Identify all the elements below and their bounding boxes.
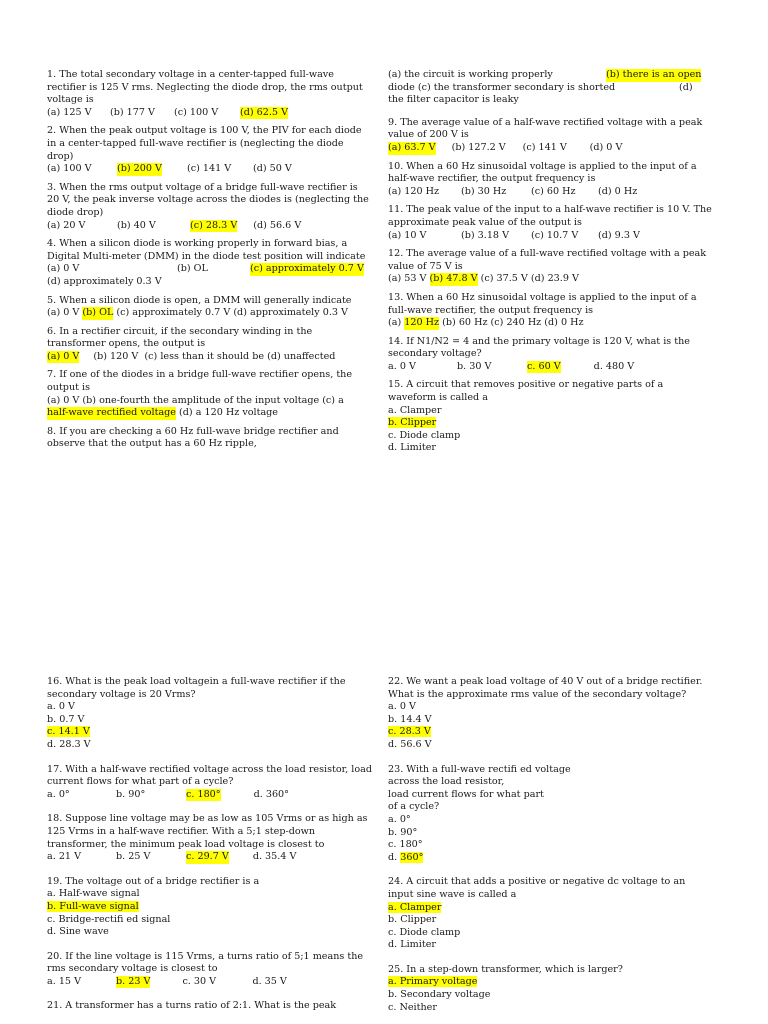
right-top-column — [388, 69, 713, 461]
question-stem: 1. The total secondary voltage in a center-tapped full-wave rectifier is 125 V rms. Neglecting the diode drop, the rms output voltage is — [47, 69, 363, 106]
question-2 — [47, 125, 372, 175]
options-row — [388, 317, 713, 330]
question-stem: 8. If you are checking a 60 Hz full-wave bridge rectifier and observe that the output has a 60 Hz ripple, — [47, 425, 339, 450]
question-stem: 12. The average value of a full-wave rectified voltage with a peak value of 75 V is — [388, 248, 707, 272]
question-stem: 6. In a rectifier circuit, if the secondary winding in the transformer opens, the output is — [47, 325, 313, 350]
option-d: (d) approximately 0.3 V — [47, 275, 162, 287]
question-11 — [388, 204, 713, 242]
option-d: (d) 9.3 V — [598, 229, 640, 241]
question-4 — [47, 238, 372, 288]
option-a: (a) 20 V — [47, 219, 86, 231]
option-c: diode (c) the transformer secondary is shorted — [388, 81, 616, 93]
left-bottom-column — [47, 676, 372, 1019]
option-a: (a) 125 V — [47, 106, 92, 118]
option-b-answer: b. 23 V — [116, 975, 151, 987]
option-c-answer: half-wave rectified voltage — [47, 407, 176, 419]
question-stem-line: of a cycle? — [388, 801, 440, 813]
question-14 — [388, 336, 713, 374]
option-b: b. 90° — [116, 788, 146, 800]
option-a: a. 15 V — [47, 975, 82, 987]
question-stem: 13. When a 60 Hz sinusoidal voltage is applied to the input of a full-wave rectifier, the output frequency is — [388, 291, 697, 316]
options-row — [47, 220, 372, 233]
option-d: (d) a 120 Hz voltage — [179, 407, 278, 419]
question-stem: 4. When a silicon diode is working properly in forward bias, a Digital Multi-meter (DMM) in the diode test position will indicate — [47, 238, 366, 262]
question-stem: 9. The average value of a half-wave rectified voltage with a peak value of 200 V is — [388, 116, 703, 141]
options-row — [47, 307, 372, 320]
question-20 — [47, 951, 372, 989]
question-stem: 17. With a half-wave rectified voltage across the load resistor, load current flows for what part of a cycle? — [47, 763, 372, 788]
question-15 — [388, 379, 713, 455]
option-d: (d) 0 V — [589, 141, 623, 153]
option-d: d. 35 V — [252, 975, 287, 987]
question-5 — [47, 295, 372, 320]
option-d: d. 480 V — [593, 360, 635, 372]
option-c: c. 180° — [388, 839, 423, 851]
question-stem: 18. Suppose line voltage may be as low as 105 Vrms or as high as 125 Vrms in a half-wave rectifier. With a 5;1 step-down transformer, the minimum peak load voltage is closest to — [47, 813, 368, 850]
options-b-c-d: (b) 60 Hz (c) 240 Hz (d) 0 Hz — [442, 317, 584, 329]
option-b: (b) 40 V — [117, 219, 156, 231]
option-d: d. 35.4 V — [252, 851, 297, 863]
option-c-answer: c. 29.7 V — [186, 851, 229, 863]
option-b-answer: (b) OL — [82, 307, 114, 319]
options-row — [388, 273, 713, 286]
option-b: b. 90° — [388, 826, 418, 838]
option-a-answer: (a) 0 V — [47, 350, 80, 362]
option-c: (c) 141 V — [186, 163, 232, 175]
question-16 — [47, 676, 372, 752]
option-b: b. Clipper — [388, 914, 437, 926]
options-a-b-c: (a) 0 V (b) one-fourth the amplitude of the input voltage (c) a — [47, 394, 344, 406]
option-b-answer: (b) 200 V — [117, 163, 162, 175]
right-bottom-column — [388, 676, 713, 1020]
option-b: b. Secondary voltage — [388, 989, 491, 1001]
question-19 — [47, 876, 372, 939]
option-c: c. Neither — [388, 1001, 437, 1013]
question-24 — [388, 876, 713, 952]
option-a: (a) 0 V — [47, 307, 80, 319]
options-row — [47, 351, 372, 364]
question-stem: 7. If one of the diodes in a bridge full-wave rectifier opens, the output is — [47, 369, 353, 394]
options-row — [388, 69, 713, 82]
option-d: d. 56.6 V — [388, 738, 432, 750]
option-c: c. 30 V — [182, 975, 217, 987]
option-c-answer: c. 180° — [186, 788, 221, 800]
option-a-answer: a. Primary voltage — [388, 976, 478, 988]
option-c: (c) 141 V — [522, 141, 567, 153]
option-c-answer: (c) 28.3 V — [190, 219, 238, 231]
question-stem: 16. What is the peak load voltagein a full-wave rectifier if the secondary voltage is 20 Vrms? — [47, 676, 346, 700]
option-b: (b) OL — [177, 263, 208, 275]
option-a-label: (a) — [388, 317, 402, 329]
option-c: c. Diode clamp — [388, 429, 461, 441]
option-a: (a) the circuit is working properly — [388, 69, 553, 80]
question-8 — [47, 426, 372, 451]
option-c: c. Bridge-rectifi ed signal — [47, 913, 171, 925]
question-23 — [388, 764, 713, 865]
options-row — [388, 186, 713, 199]
options-row — [47, 263, 372, 276]
option-a: a. 0° — [47, 788, 70, 800]
question-stem: 20. If the line voltage is 115 Vrms, a turns ratio of 5;1 means the rms secondary voltage is closest to — [47, 950, 364, 975]
option-d: d. Limiter — [388, 442, 436, 454]
options-row — [388, 361, 713, 374]
question-stem: 2. When the peak output voltage is 100 V, the PIV for each diode in a center-tapped full-wave rectifier is (neglecting the diode drop) — [47, 125, 362, 162]
option-a: a. 0 V — [388, 360, 416, 372]
option-a: (a) 0 V — [47, 263, 80, 275]
question-12 — [388, 248, 713, 286]
question-8-continued — [388, 69, 713, 107]
question-17 — [47, 764, 372, 802]
option-c-answer: c. 14.1 V — [47, 726, 90, 738]
question-stem-line: 23. With a full-wave rectifi ed voltage — [388, 763, 571, 775]
question-13 — [388, 292, 713, 330]
options-row — [47, 163, 372, 176]
option-d: (d) 56.6 V — [253, 219, 302, 231]
options-row — [47, 976, 372, 989]
option-a: a. 0° — [388, 813, 411, 825]
question-10 — [388, 161, 713, 199]
options-c-d: (c) 37.5 V (d) 23.9 V — [480, 273, 579, 285]
option-a: a. Clamper — [388, 404, 442, 416]
option-a: (a) 53 V — [388, 273, 427, 285]
option-d: (d) 0 Hz — [598, 185, 638, 197]
options-row — [47, 407, 372, 420]
question-stem: 11. The peak value of the input to a half-wave rectifier is 10 V. The approximate peak value of the output is — [388, 204, 712, 228]
options-row — [47, 107, 372, 120]
option-b-answer: (b) 47.8 V — [429, 273, 478, 285]
options-row — [388, 230, 713, 243]
question-stem: 3. When the rms output voltage of a bridge full-wave rectifier is 20 V, the peak inverse voltage across the diodes is (neglecting the diode drop) — [47, 181, 369, 218]
option-d: d. 28.3 V — [47, 738, 91, 750]
option-b: (b) 30 Hz — [461, 185, 507, 197]
option-a: a. Half-wave signal — [47, 888, 140, 900]
option-c: c. Diode clamp — [388, 926, 461, 938]
option-b: (b) 127.2 V — [451, 141, 506, 153]
option-a: a. 21 V — [47, 851, 82, 863]
option-d: (d) 50 V — [252, 163, 292, 175]
question-stem: 22. We want a peak load voltage of 40 V out of a bridge rectifier. What is the approximate rms value of the secondary voltage? — [388, 676, 703, 700]
option-a: (a) 100 V — [47, 163, 92, 175]
option-d: d. 360° — [253, 788, 289, 800]
option-b-answer: b. Full-wave signal — [47, 900, 139, 912]
option-a-answer: 120 Hz — [404, 317, 440, 329]
question-stem: 24. A circuit that adds a positive or negative dc voltage to an input sine wave is called a — [388, 876, 686, 900]
option-d-label: (d) — [679, 81, 693, 93]
question-9 — [388, 117, 713, 155]
option-b: (b) 177 V — [110, 106, 155, 118]
option-a-answer: a. Clamper — [388, 901, 442, 913]
option-b: b. 25 V — [116, 851, 151, 863]
option-b-answer: (b) there is an open — [606, 69, 702, 80]
option-d: d. Limiter — [388, 939, 436, 951]
question-stem: 5. When a silicon diode is open, a DMM will generally indicate — [47, 294, 352, 306]
options-row — [388, 82, 713, 95]
option-c: (c) 60 Hz — [531, 185, 576, 197]
option-d-answer: (d) 62.5 V — [240, 106, 289, 118]
options-b-c-d: (b) 120 V (c) less than it should be (d) unaffected — [93, 350, 336, 362]
option-a: a. 0 V — [47, 701, 75, 713]
option-b: (b) 3.18 V — [461, 229, 510, 241]
question-18 — [47, 813, 372, 863]
option-a-answer: (a) 63.7 V — [388, 141, 436, 153]
option-b: b. 14.4 V — [388, 713, 432, 725]
options-row — [47, 789, 372, 802]
options-c-d: (c) approximately 0.7 V (d) approximately 0.3 V — [116, 307, 348, 319]
option-c-answer: c. 60 V — [527, 360, 561, 372]
question-stem: 10. When a 60 Hz sinusoidal voltage is applied to the input of a half-wave rectifier, the output frequency is — [388, 160, 697, 185]
question-stem: 19. The voltage out of a bridge rectifier is a — [47, 875, 260, 887]
left-top-column — [47, 69, 372, 457]
question-stem-line: across the load resistor, — [388, 776, 505, 788]
question-7 — [47, 369, 372, 419]
question-21 — [47, 1000, 372, 1013]
option-b: b. 0.7 V — [47, 713, 85, 725]
question-stem: 21. A transformer has a turns ratio of 2:1. What is the peak — [47, 1000, 337, 1012]
option-c-answer: (c) approximately 0.7 V — [250, 263, 364, 275]
question-stem: 25. In a step-down transformer, which is larger? — [388, 963, 623, 975]
question-stem: 14. If N1/N2 = 4 and the primary voltage is 120 V, what is the secondary voltage? — [388, 335, 690, 360]
option-a: a. 0 V — [388, 701, 416, 713]
option-d: d. Sine wave — [47, 926, 109, 938]
option-a: (a) 120 Hz — [388, 185, 440, 197]
option-d: the filter capacitor is leaky — [388, 94, 519, 106]
question-22 — [388, 676, 713, 752]
question-25 — [388, 964, 713, 1014]
option-d-answer: 360° — [400, 851, 424, 863]
question-3 — [47, 182, 372, 232]
option-d-label: d. — [388, 851, 398, 863]
option-c: (c) 100 V — [174, 106, 219, 118]
question-6 — [47, 326, 372, 364]
options-row — [388, 142, 713, 155]
question-1 — [47, 69, 372, 119]
question-stem: 15. A circuit that removes positive or negative parts of a waveform is called a — [388, 379, 664, 404]
options-row — [47, 851, 372, 864]
option-b: b. 30 V — [457, 360, 492, 372]
option-a: (a) 10 V — [388, 229, 427, 241]
option-c: (c) 10.7 V — [531, 229, 579, 241]
option-c-answer: c. 28.3 V — [388, 726, 431, 738]
question-stem-line: load current flows for what part — [388, 788, 544, 800]
option-b-answer: b. Clipper — [388, 417, 437, 429]
